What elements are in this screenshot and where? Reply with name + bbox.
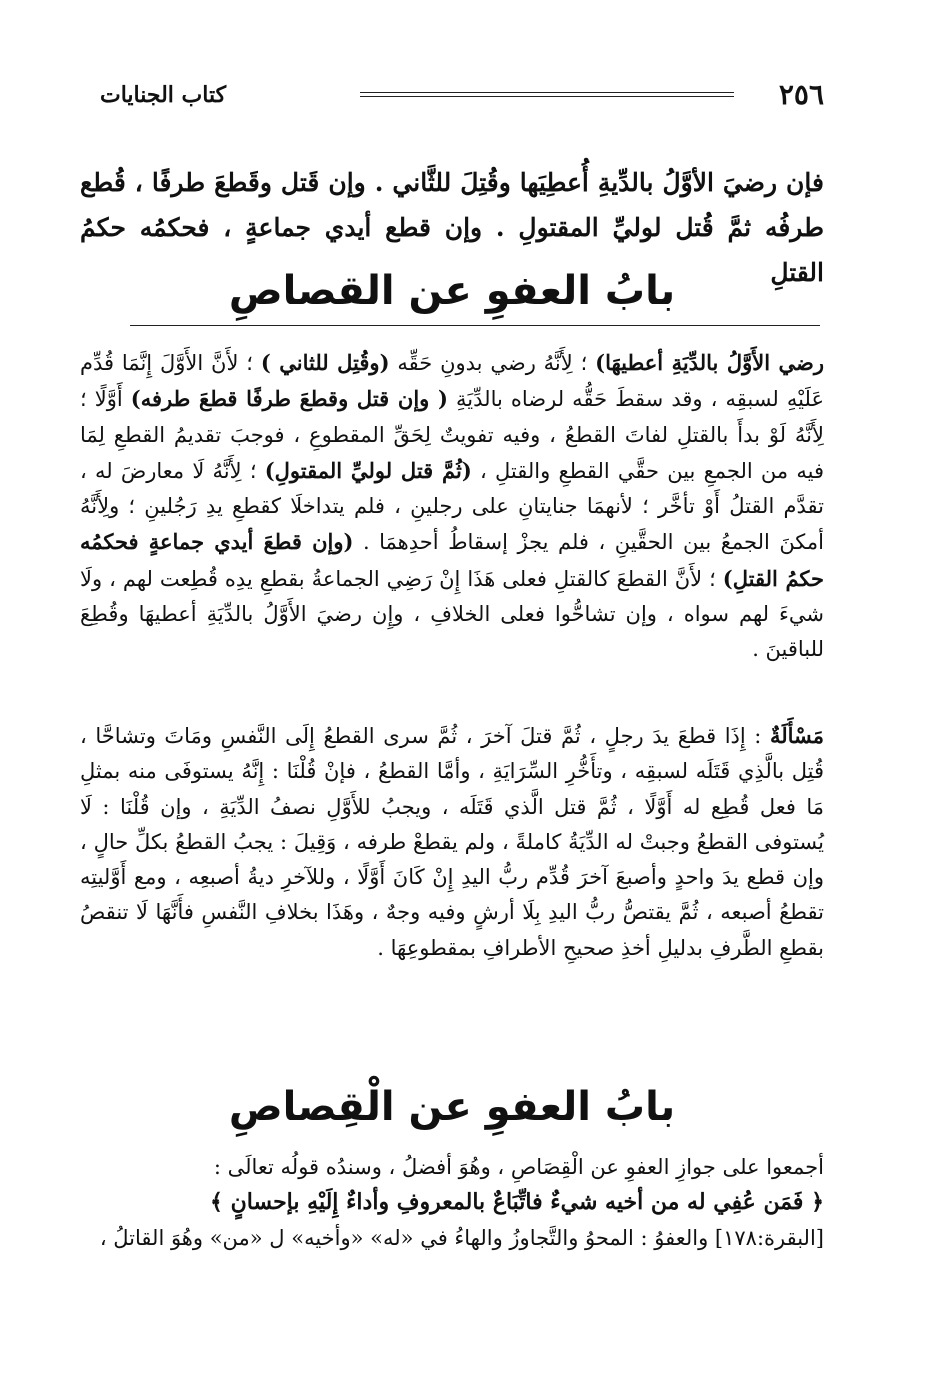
commentary-text: أَوَّلًا ؛ لِأَنَّهُ لَوْ بدأَ بالقتلِ لفاتَ القطعُ ، وفيه تفويتٌ لِحَقِّ المقطوعِ ، فوجبَ تقديمُ القطعِ لِمَا فيه من الجمعِ بين حقَّي القطعِ والقتلِ ، — [80, 387, 824, 483]
chapter-heading-2: بابُ العفوِ عن الْقِصاصِ — [228, 1084, 676, 1130]
quran-verse: ﴿ فَمَن عُفِي له من أخيه شيءٌ فاتِّبَاعٌ بالمعروفِ وأداءٌ إِلَيْهِ بإحسانٍ ﴾ — [210, 1189, 824, 1216]
book-title: كتاب الجنايات — [100, 82, 227, 108]
commentary-text: ؛ لِأَنَّهُ لَا معارضَ له ، تقدَّم القتلُ أَوْ تأخَّر ؛ لأنهمَا جنايتانِ على رجلينِ ، فلم يتداخلَا كقطعِ يدِ رَجُلينِ ؛ ولِأَنَّهُ أمكنَ الجمعُ بين الحقَّينِ ، فلم يجزْ إسقاطُ أحدِهمَا . — [80, 458, 824, 555]
header-rule — [360, 92, 734, 97]
masala-text: : إِذَا قطعَ يدَ رجلٍ ، ثُمَّ قتلَ آخرَ ، ثُمَّ سرى القطعُ إِلَى النَّفسِ ومَاتَ وتشاحَّا ، قُتِل بالَّذِي قَتَلَه لسبقِه ، وتأَخُّرِ السِّرَايَةِ ، وأمَّا القطعُ ، فإنْ قُلْنَا : إِنَّهُ يستوفَى منه بمثلِ مَا فعل قُطِع له أَوَّلًا ، ثُمَّ قتل الَّذي قَتَلَه ، ويجبُ للأَوَّلِ نصفُ الدِّيَةِ ، وإن قُلْنَا : لَا يُستوفى القطعُ وجبتْ له الدِّيَةُ كاملةً ، ولم يقطعْ طرفه ، وَقِيلَ : يجبُ القطعُ بكلِّ حالٍ ، وإن قطع يدَ واحدٍ وأصبعَ آخرَ قُدِّم ربُّ اليدِ إِنْ كَانَ أَوَّلًا ، وللآخرِ ديةُ أصبعِه ، ومع أَوَّليتِه تقطعُ أصبعه ، ثُمَّ يقتصُّ ربُّ اليدِ بِلَا أرشٍ وفيه وجهٌ ، وهَذَا بخلافِ النَّفسِ فأَنَّهَا لَا تنقصُ بقطعِ الطَّرفِ بدليلِ أخذِ صحيحِ الأطرافِ بمقطوعِهَا . — [80, 724, 824, 960]
commentary-quote: رضي الأَوَّلُ بالدِّيَةِ أعطيهَا) — [595, 350, 824, 375]
commentary-paragraph — [80, 345, 824, 668]
masala-label: مَسْأَلَةٌ — [769, 723, 824, 748]
commentary-quote: (وإن قطعَ أيدي جماعةٍ فحكمُه حكمُ القتلِ) — [80, 529, 824, 591]
commentary-quote: (وقُتِل للثاني ) — [260, 350, 390, 375]
commentary-quote: ( وإن قتل وقطعَ طرفًا قطعَ طرفه) — [130, 386, 448, 412]
chapter-heading: بابُ العفوِ عن القصاصِ — [228, 268, 676, 314]
masala-paragraph — [80, 718, 824, 966]
commentary-text: ؛ لِأَنَّهُ رضي بدونِ حَقِّه — [389, 351, 596, 375]
intro-line: أجمعوا على جوازِ العفوِ عن الْقِصَاصِ ، وهُوَ أفضلُ ، وسندُه قولُه تعالَى : — [213, 1155, 824, 1179]
matn-text: فإن رضيَ الأوَّلُ بالدِّيةِ أُعطِيَها وقُتِلَ للثَّاني . وإن قَتل وقَطعَ طرفًا ، قُطع طرفُه ثمَّ قُتل لوليِّ المقتولِ . وإن قطع أيدي جماعةٍ ، فحكمُه حكمُ القتلِ — [80, 168, 824, 287]
citation-line: [البقرة:١٧٨] والعفوُ : المحوُ والتَّجاوزُ والهاءُ في «له» «وأخيه» ل «من» وهُوَ القاتلُ ، — [99, 1225, 824, 1250]
final-paragraph — [80, 1150, 824, 1256]
running-header — [100, 78, 824, 118]
page-number: ٢٥٦ — [778, 78, 824, 111]
commentary-quote: (ثُمَّ قتل لوليِّ المقتولِ) — [264, 457, 472, 483]
commentary-text: ؛ لأَنَّ الأَوَّلَ إِنَّمَا قُدِّم عَلَيْهِ لسبقِه ، وقد سقطَ حَقُّه لرضاه بالدِّيَةِ — [80, 351, 824, 412]
commentary-text: ؛ لأَنَّ القطعَ كالقتلِ فعلى هَذَا إِنْ رَضِي الجماعةُ بقطعِ يدِه قُطِعت لهم ، ولَا شيءَ لهم سواه ، وإن تشاحُّوا فعلى الخلافِ ، وإِن رضيَ الأَوَّلُ بالدِّيَةِ أعطيهَا وقُطِعَ للباقينَ . — [80, 566, 824, 662]
heading-divider — [130, 325, 820, 326]
